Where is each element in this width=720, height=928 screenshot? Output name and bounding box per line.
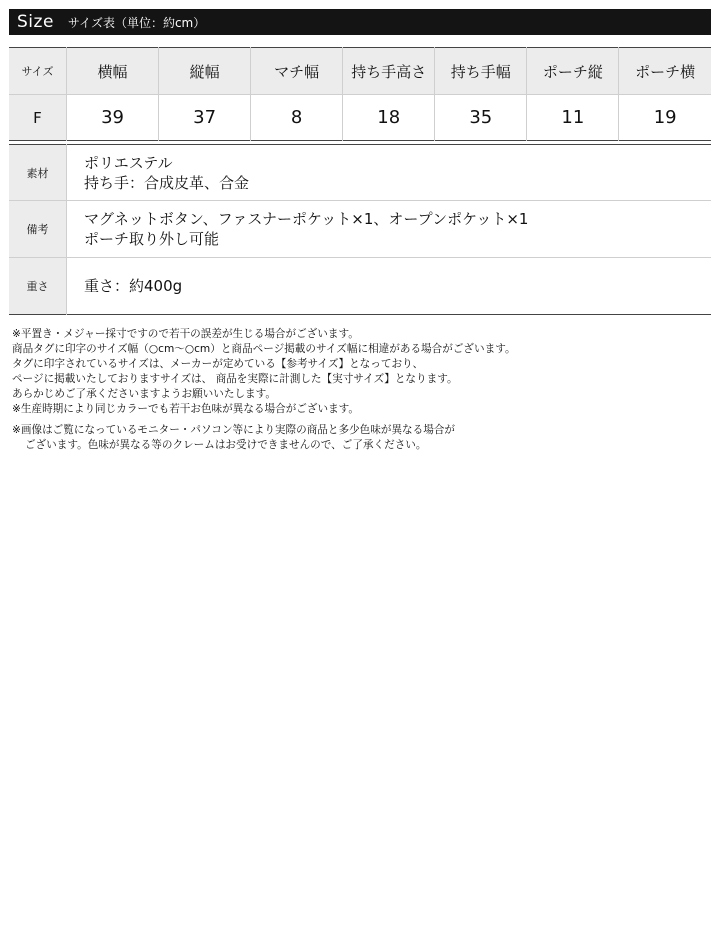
note-line: ございます。色味が異なる等のクレームはお受けできませんので、ご了承ください。 — [25, 439, 427, 451]
weight-line: 重さ：約400g — [84, 277, 183, 295]
note-line: ※平置き・メジャー採寸ですので若干の誤差が生じる場合がございます。 — [12, 328, 359, 340]
size-column-header: サイズ — [9, 48, 67, 95]
remarks-label: 備考 — [9, 201, 67, 258]
size-title: Size — [17, 12, 54, 32]
handle-width-value: 35 — [435, 95, 527, 141]
column-header-handle-drop: 持ち手高さ — [343, 48, 435, 95]
weight-row — [9, 258, 711, 315]
size-table — [9, 47, 711, 141]
note-line: ページに掲載いたしておりますサイズは、 商品を実際に計測した【実寸サイズ】となります。 — [12, 373, 458, 385]
size-table-header-row — [9, 48, 711, 95]
pouch-width-value: 19 — [619, 95, 711, 141]
column-header-pouch-width: ポーチ横 — [619, 48, 711, 95]
material-value — [67, 145, 712, 201]
material-line: 持ち手：合成皮革、合金 — [84, 173, 250, 192]
column-header-pouch-height: ポーチ縦 — [527, 48, 619, 95]
pouch-height-value: 11 — [527, 95, 619, 141]
remarks-line: ポーチ取り外し可能 — [84, 230, 220, 248]
column-header-width: 横幅 — [67, 48, 159, 95]
material-line: ポリエステル — [84, 153, 173, 172]
notes-section — [12, 327, 712, 453]
note-line: ※生産時期により同じカラーでも若干お色味が異なる場合がございます。 — [12, 403, 360, 415]
product-info-table — [9, 144, 711, 315]
material-label: 素材 — [9, 145, 67, 201]
column-header-handle-width: 持ち手幅 — [435, 48, 527, 95]
note-line: ※画像はご覧になっているモニター・パソコン等により実際の商品と多少色味が異なる場合が — [12, 424, 456, 436]
table-row — [9, 95, 711, 141]
height-value: 37 — [159, 95, 251, 141]
weight-value — [67, 258, 712, 315]
weight-label: 重さ — [9, 258, 67, 315]
note-line: あらかじめご了承くださいますようお願いいたします。 — [12, 388, 276, 400]
remarks-value — [67, 201, 712, 258]
remarks-line: マグネットボタン、ファスナーポケット×1、オープンポケット×1 — [84, 210, 529, 228]
note-line: タグに印字されているサイズは、メーカーが定めている【参考サイズ】となっており、 — [12, 358, 424, 370]
size-header-bar — [9, 9, 711, 35]
handle-drop-value: 18 — [343, 95, 435, 141]
remarks-row — [9, 201, 711, 258]
column-header-height: 縦幅 — [159, 48, 251, 95]
note-line: 商品タグに印字のサイズ幅（○cm～○cm）と商品ページ掲載のサイズ幅に相違がある場合がございます。 — [12, 343, 516, 355]
size-table-subtitle: サイズ表（単位：約cm） — [67, 15, 206, 30]
width-value: 39 — [67, 95, 159, 141]
material-row — [9, 145, 711, 201]
column-header-gusset: マチ幅 — [251, 48, 343, 95]
size-label-cell: F — [9, 95, 67, 141]
gusset-value: 8 — [251, 95, 343, 141]
